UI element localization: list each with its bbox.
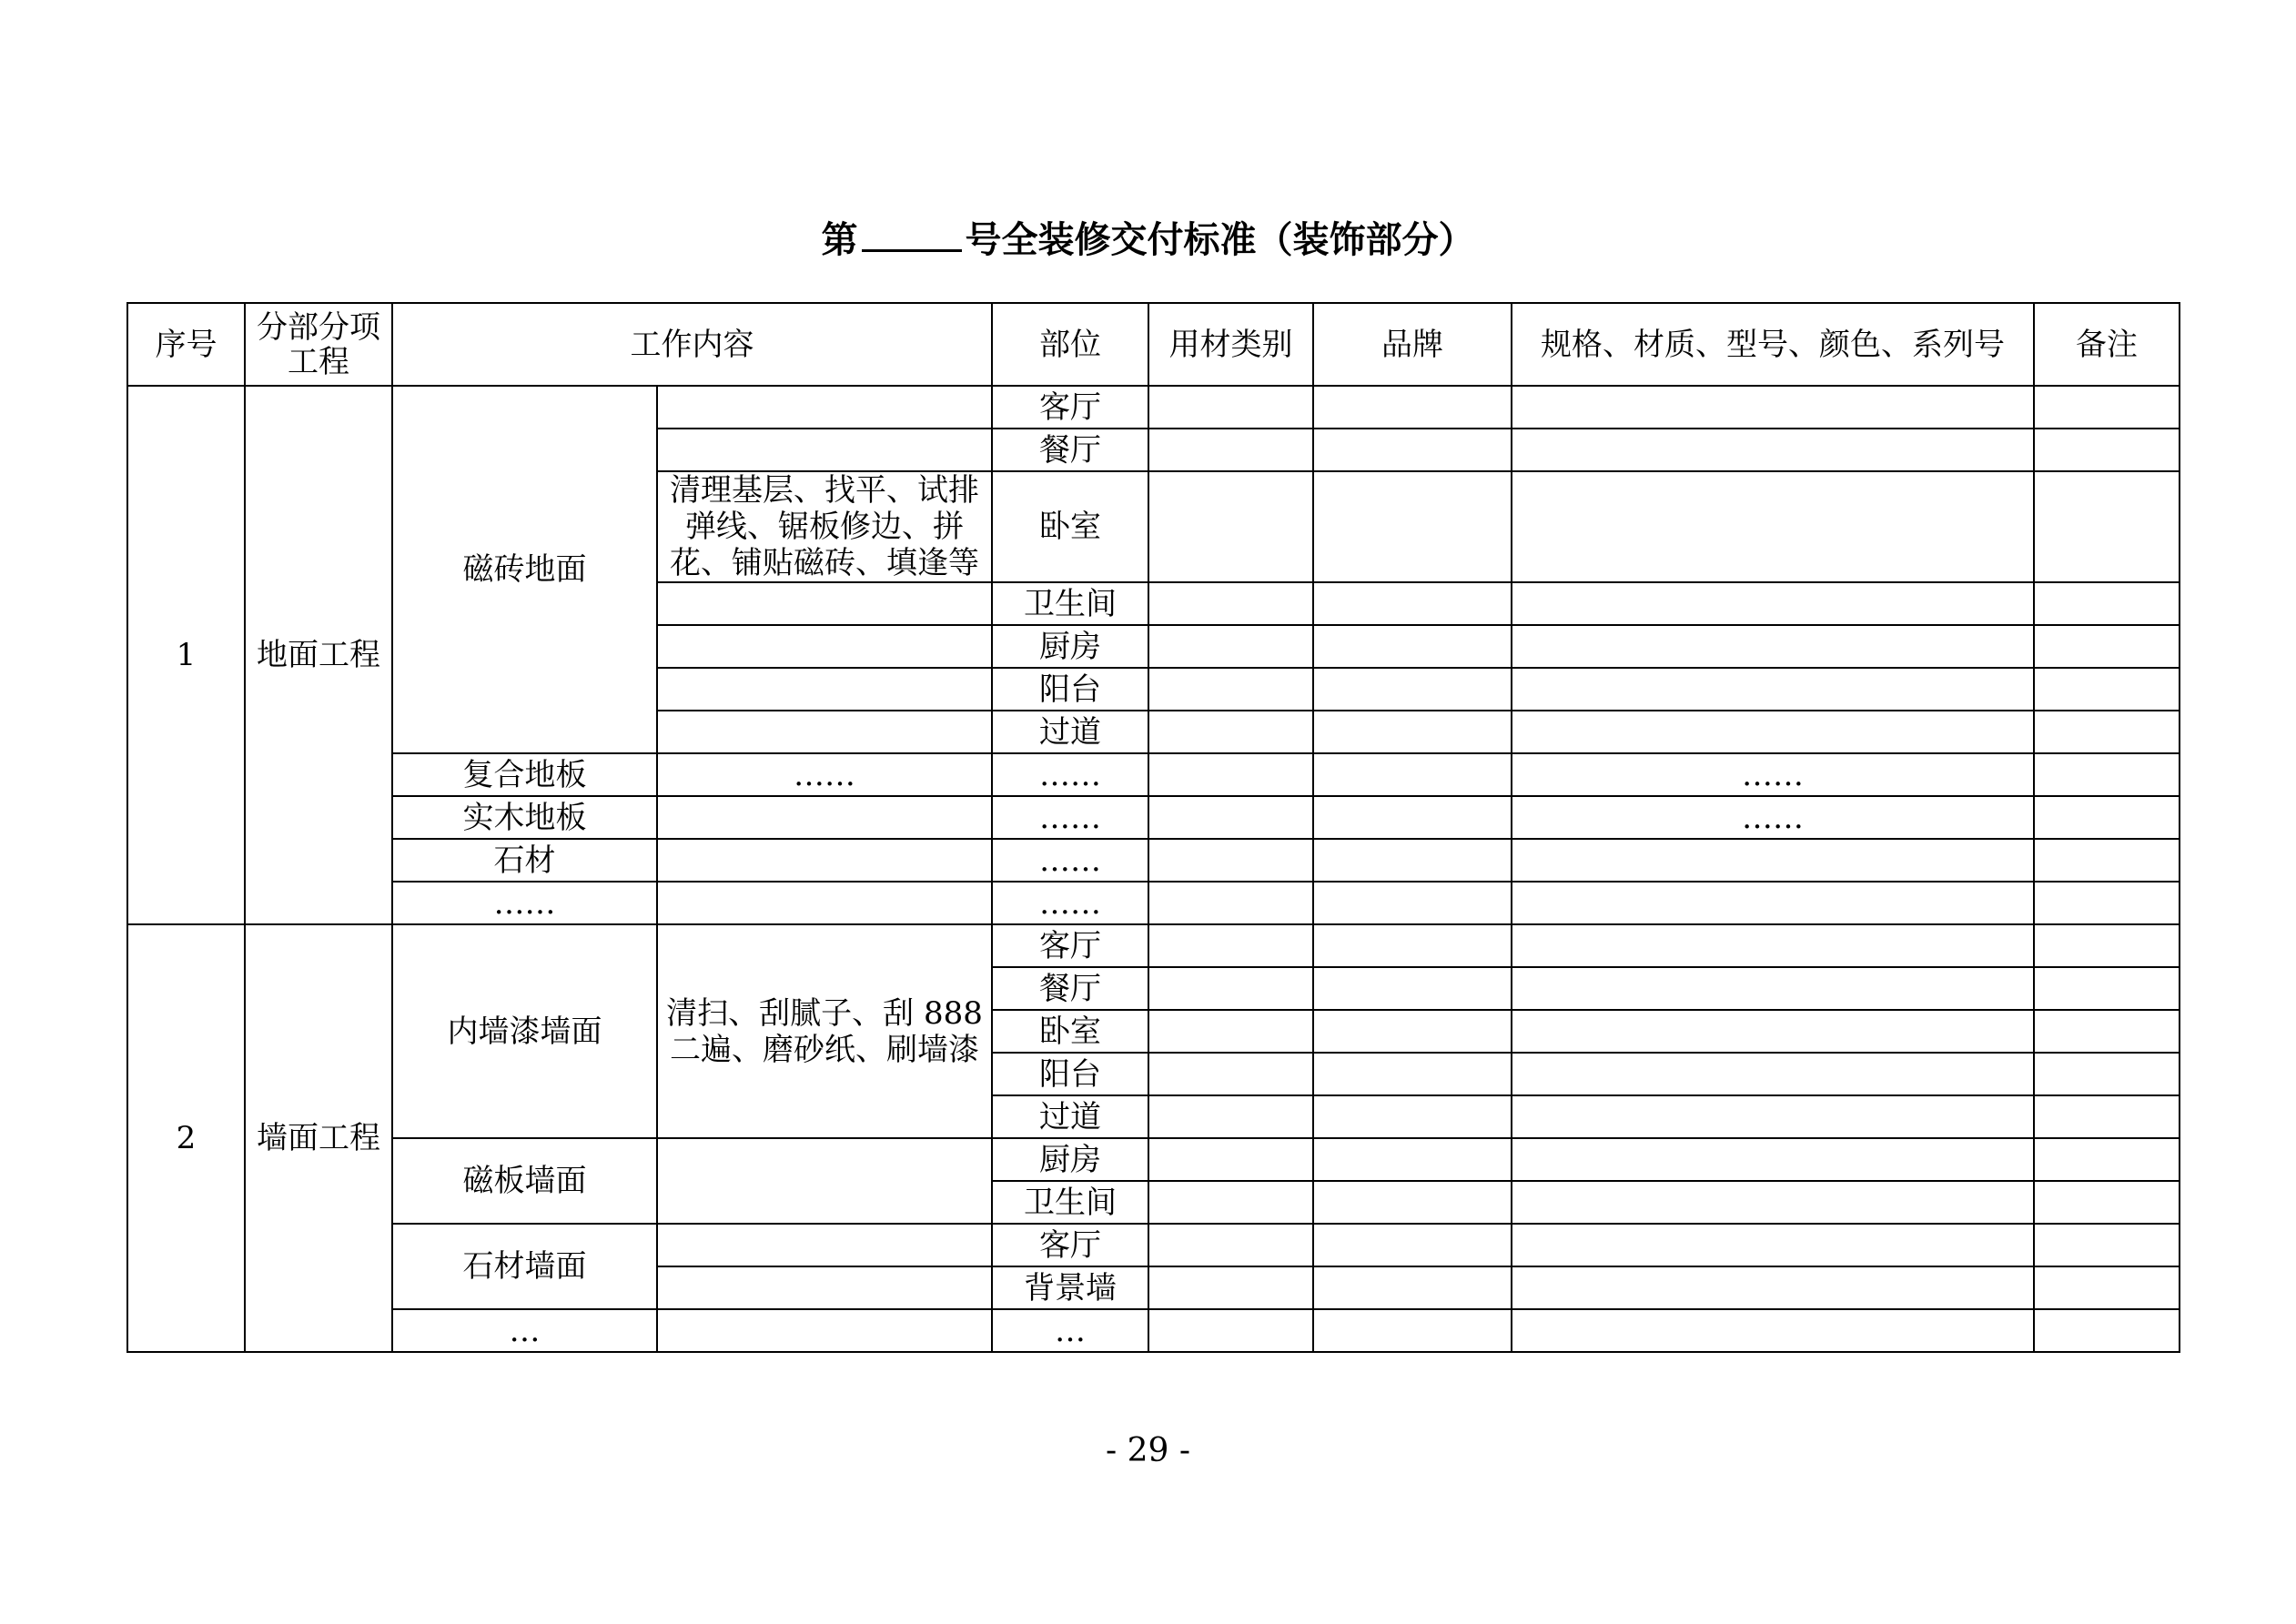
location-cell: 卧室 <box>992 471 1148 582</box>
location-cell: 过道 <box>992 1095 1148 1138</box>
paint-wall-work: 清扫、刮腻子、刮 888 二遍、磨砂纸、刷墙漆 <box>657 924 992 1138</box>
table-row <box>127 1224 2180 1266</box>
header-remarks: 备注 <box>2034 303 2180 386</box>
work-cell <box>657 1266 992 1309</box>
header-seq: 序号 <box>127 303 245 386</box>
table-row <box>127 839 2180 882</box>
stone-wall-item: 石材墙面 <box>392 1224 657 1309</box>
delivery-standard-table <box>126 302 2180 1353</box>
table-row <box>127 1309 2180 1352</box>
location-cell: 厨房 <box>992 625 1148 668</box>
section2-seq: 2 <box>127 924 245 1352</box>
more-floor-item: …… <box>392 882 657 924</box>
table-row <box>127 882 2180 924</box>
work-cell <box>657 1309 992 1352</box>
location-cell: …… <box>992 839 1148 882</box>
location-cell: 卫生间 <box>992 1181 1148 1224</box>
composite-floor-item: 复合地板 <box>392 753 657 796</box>
location-cell: 厨房 <box>992 1138 1148 1181</box>
location-cell: 餐厅 <box>992 967 1148 1010</box>
location-cell: …… <box>992 796 1148 839</box>
more-wall-item: … <box>392 1309 657 1352</box>
table-row <box>127 753 2180 796</box>
header-row <box>127 303 2180 386</box>
section1-seq: 1 <box>127 386 245 924</box>
spec-cell: …… <box>1512 796 2034 839</box>
spec-cell: …… <box>1512 753 2034 796</box>
solid-floor-item: 实木地板 <box>392 796 657 839</box>
location-cell: 阳台 <box>992 1053 1148 1095</box>
table-row <box>127 386 2180 429</box>
work-cell <box>657 1224 992 1266</box>
title-suffix: 号全装修交付标准（装饰部分） <box>965 219 1475 261</box>
header-category: 分部分项工程 <box>245 303 392 386</box>
work-cell <box>657 796 992 839</box>
location-cell: 餐厅 <box>992 429 1148 471</box>
table-row <box>127 924 2180 967</box>
tile-floor-item: 磁砖地面 <box>392 386 657 753</box>
work-cell <box>657 625 992 668</box>
location-cell: 背景墙 <box>992 1266 1148 1309</box>
location-cell: 客厅 <box>992 386 1148 429</box>
header-brand: 品牌 <box>1313 303 1512 386</box>
location-cell: …… <box>992 882 1148 924</box>
work-cell <box>657 711 992 753</box>
title-prefix: 第 <box>821 219 858 261</box>
work-cell <box>657 386 992 429</box>
header-spec: 规格、材质、型号、颜色、系列号 <box>1512 303 2034 386</box>
work-cell <box>657 882 992 924</box>
location-cell: …… <box>992 753 1148 796</box>
document-title <box>0 215 2296 266</box>
table-row <box>127 796 2180 839</box>
page-number: - 29 - <box>1105 1432 1191 1469</box>
work-cell: …… <box>657 753 992 796</box>
work-cell <box>657 1138 992 1224</box>
work-cell <box>657 668 992 711</box>
location-cell: 阳台 <box>992 668 1148 711</box>
section2-category: 墙面工程 <box>245 924 392 1352</box>
tile-wall-item: 磁板墙面 <box>392 1138 657 1224</box>
header-content: 工作内容 <box>392 303 992 386</box>
location-cell: … <box>992 1309 1148 1352</box>
tile-floor-work: 清理基层、找平、试排弹线、锯板修边、拼花、铺贴磁砖、填逢等 <box>657 471 992 582</box>
paint-wall-item: 内墙漆墙面 <box>392 924 657 1138</box>
section1-category: 地面工程 <box>245 386 392 924</box>
location-cell: 卫生间 <box>992 582 1148 625</box>
title-blank <box>862 215 962 252</box>
location-cell: 客厅 <box>992 924 1148 967</box>
work-cell <box>657 582 992 625</box>
stone-floor-item: 石材 <box>392 839 657 882</box>
location-cell: 卧室 <box>992 1010 1148 1053</box>
header-material: 用材类别 <box>1148 303 1313 386</box>
work-cell <box>657 429 992 471</box>
header-location: 部位 <box>992 303 1148 386</box>
location-cell: 客厅 <box>992 1224 1148 1266</box>
table-row <box>127 1138 2180 1181</box>
location-cell: 过道 <box>992 711 1148 753</box>
work-cell <box>657 839 992 882</box>
